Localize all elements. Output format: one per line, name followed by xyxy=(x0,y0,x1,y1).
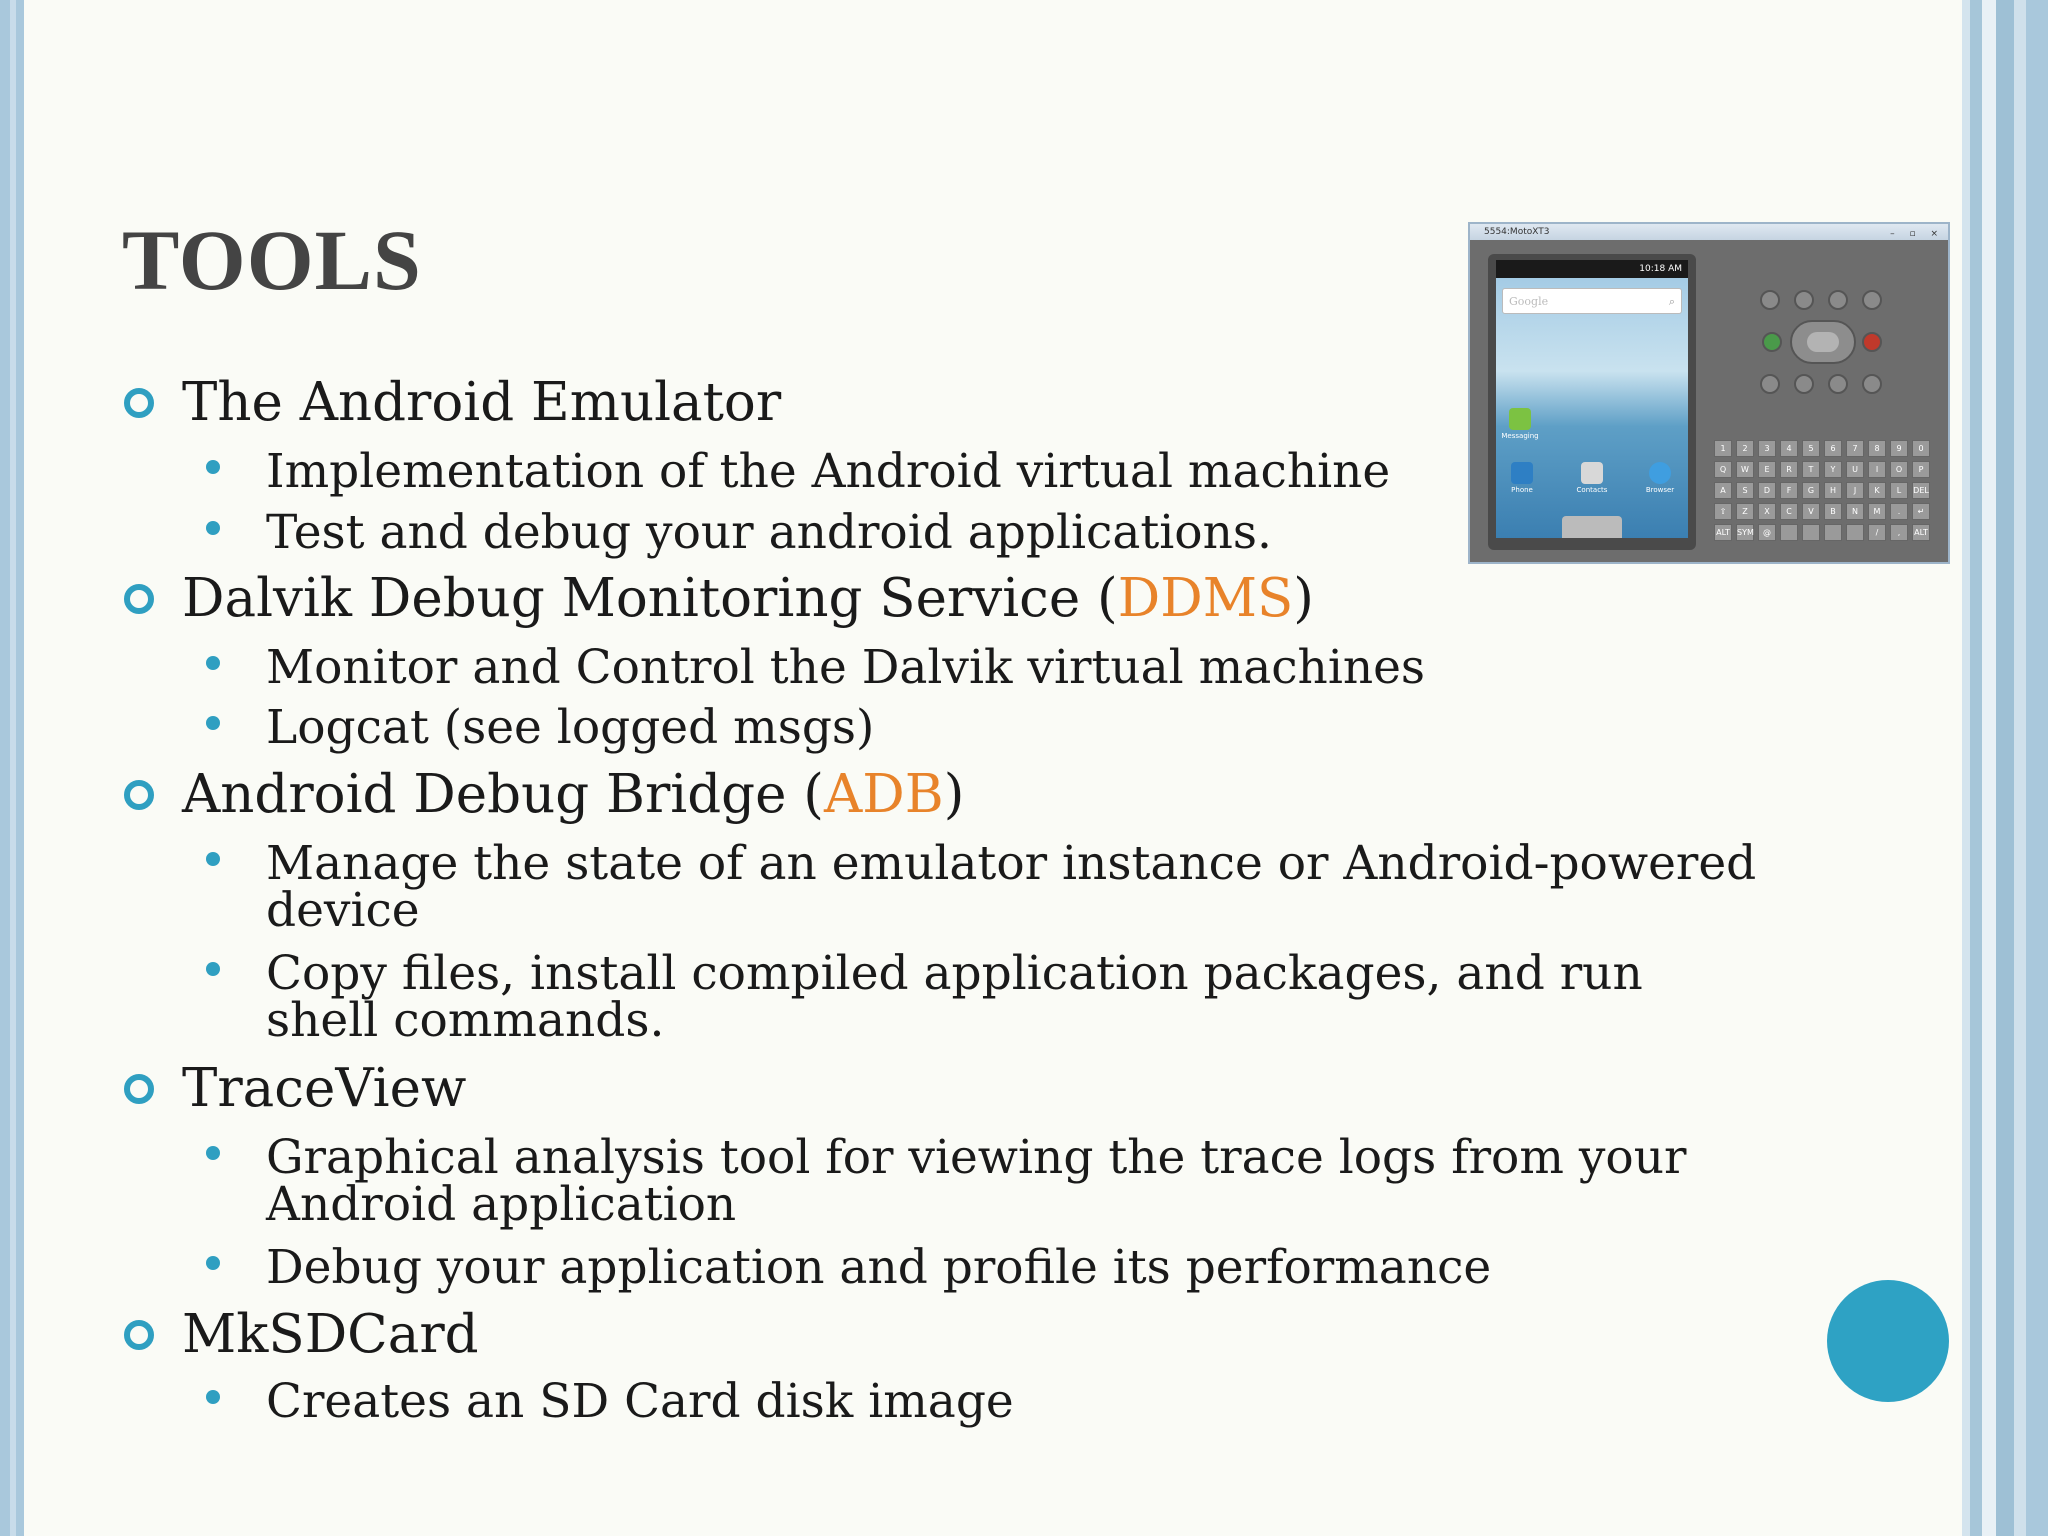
dot-bullet-icon xyxy=(206,1146,220,1160)
app-label: Messaging xyxy=(1501,432,1539,440)
keyboard-key: C xyxy=(1780,503,1798,520)
status-time: 10:18 AM xyxy=(1639,264,1682,274)
bullet-item xyxy=(182,1058,466,1119)
dot-bullet-icon xyxy=(206,521,220,535)
keyboard-key: B xyxy=(1824,503,1842,520)
keyboard-key: 3 xyxy=(1758,440,1776,457)
menu-button-icon xyxy=(1794,374,1814,394)
sub-bullet-item xyxy=(266,946,1643,1048)
keyboard-key: N xyxy=(1846,503,1864,520)
sub-bullet-text: Implementation of the Android virtual machine xyxy=(266,444,1391,499)
bullet-item xyxy=(182,1304,479,1365)
emulator-title-bar xyxy=(1470,224,1948,240)
sub-bullet-text-cont: Android application xyxy=(266,1177,737,1232)
keyboard-key: Z xyxy=(1736,503,1754,520)
volume-down-icon xyxy=(1794,290,1814,310)
dot-bullet-icon xyxy=(206,716,220,730)
keyboard-key: Q xyxy=(1714,461,1732,478)
dot-bullet-icon xyxy=(206,460,220,474)
decorative-circle xyxy=(1827,1280,1949,1402)
google-search-widget xyxy=(1502,288,1682,314)
keyboard-key: E xyxy=(1758,461,1776,478)
slide-title: TOOLS xyxy=(122,212,422,308)
keyboard-key: . xyxy=(1890,503,1908,520)
keyboard-key xyxy=(1824,524,1842,541)
keyboard-key: M xyxy=(1868,503,1886,520)
right-stripe xyxy=(1962,0,1970,1536)
dot-bullet-icon xyxy=(206,656,220,670)
keyboard-key: D xyxy=(1758,482,1776,499)
phone-app-icon xyxy=(1500,462,1544,494)
sub-bullet-item xyxy=(266,640,1426,695)
keyboard-key: U xyxy=(1846,461,1864,478)
keyboard-key: I xyxy=(1868,461,1886,478)
keyboard-key: 6 xyxy=(1824,440,1842,457)
keyboard-key: A xyxy=(1714,482,1732,499)
emulator-keyboard xyxy=(1714,440,1940,550)
keyboard-key: 1 xyxy=(1714,440,1732,457)
keyboard-key: 8 xyxy=(1868,440,1886,457)
keyboard-key: O xyxy=(1890,461,1908,478)
circle-bullet-icon xyxy=(124,584,154,614)
keyboard-key: F xyxy=(1780,482,1798,499)
keyboard-key: ↵ xyxy=(1912,503,1930,520)
keyboard-key: P xyxy=(1912,461,1930,478)
keyboard-key: R xyxy=(1780,461,1798,478)
dpad-control-icon xyxy=(1790,320,1856,364)
bullet-text: The Android Emulator xyxy=(182,372,782,433)
keyboard-key: G xyxy=(1802,482,1820,499)
sub-bullet-text: Graphical analysis tool for viewing the trace logs from your xyxy=(266,1130,1687,1185)
phone-screen-frame xyxy=(1488,254,1696,550)
home-button-icon xyxy=(1760,374,1780,394)
sub-bullet-text-cont: shell commands. xyxy=(266,993,665,1048)
sub-bullet-text-cont: device xyxy=(266,883,420,938)
camera-button-icon xyxy=(1760,290,1780,310)
keyboard-key: L xyxy=(1890,482,1908,499)
keyboard-key: ALT xyxy=(1714,524,1732,541)
acronym-ddms: DDMS xyxy=(1117,568,1294,629)
sub-bullet-item xyxy=(266,836,1757,938)
bullet-text-end: ) xyxy=(1293,568,1314,629)
emulator-window-title: 5554:MotoXT3 xyxy=(1484,227,1550,237)
circle-bullet-icon xyxy=(124,780,154,810)
back-button-icon xyxy=(1828,374,1848,394)
left-edge-stripe xyxy=(10,0,16,1536)
sub-bullet-item xyxy=(266,1374,1014,1429)
messaging-app-icon xyxy=(1498,408,1542,440)
keyboard-key: 5 xyxy=(1802,440,1820,457)
phone-screen xyxy=(1496,260,1688,538)
keyboard-key: @ xyxy=(1758,524,1776,541)
keyboard-key: S xyxy=(1736,482,1754,499)
keyboard-key: J xyxy=(1846,482,1864,499)
circle-bullet-icon xyxy=(124,388,154,418)
sub-bullet-item xyxy=(266,1130,1687,1232)
right-stripe xyxy=(1996,0,2014,1536)
sub-bullet-text: Monitor and Control the Dalvik virtual machines xyxy=(266,640,1426,695)
keyboard-key: ⇧ xyxy=(1714,503,1732,520)
sub-bullet-item xyxy=(266,1240,1492,1295)
keyboard-key: SYM xyxy=(1736,524,1754,541)
sub-bullet-text: Manage the state of an emulator instance or Android-powered xyxy=(266,836,1757,891)
sub-bullet-item xyxy=(266,505,1272,560)
dot-bullet-icon xyxy=(206,1390,220,1404)
keyboard-key: 0 xyxy=(1912,440,1930,457)
keyboard-key: T xyxy=(1802,461,1820,478)
acronym-adb: ADB xyxy=(823,764,944,825)
keyboard-key: X xyxy=(1758,503,1776,520)
dot-bullet-icon xyxy=(206,962,220,976)
app-label: Phone xyxy=(1511,486,1533,494)
bullet-item xyxy=(182,764,964,825)
keyboard-key xyxy=(1780,524,1798,541)
circle-bullet-icon xyxy=(124,1320,154,1350)
bullet-item xyxy=(182,372,781,433)
sub-bullet-text: Copy files, install compiled application packages, and run xyxy=(266,946,1643,1001)
keyboard-key xyxy=(1802,524,1820,541)
volume-up-icon xyxy=(1828,290,1848,310)
search-placeholder: Google xyxy=(1509,295,1549,308)
emulator-screenshot xyxy=(1468,222,1950,564)
right-stripe xyxy=(2014,0,2026,1536)
end-call-button-icon xyxy=(1862,332,1882,352)
bullet-text: Dalvik Debug Monitoring Service ( xyxy=(182,568,1118,629)
keyboard-key xyxy=(1846,524,1864,541)
circle-bullet-icon xyxy=(124,1074,154,1104)
keyboard-key: K xyxy=(1868,482,1886,499)
sub-bullet-text: Debug your application and profile its performance xyxy=(266,1240,1492,1295)
keyboard-key: 2 xyxy=(1736,440,1754,457)
window-controls-icon: – ▫ × xyxy=(1890,229,1944,239)
bullet-text: TraceView xyxy=(182,1058,467,1119)
call-button-icon xyxy=(1762,332,1782,352)
bullet-text: Android Debug Bridge ( xyxy=(182,764,824,825)
keyboard-key: 9 xyxy=(1890,440,1908,457)
contacts-app-icon xyxy=(1570,462,1614,494)
sub-bullet-item xyxy=(266,444,1391,499)
search-button-icon xyxy=(1862,374,1882,394)
keyboard-key: V xyxy=(1802,503,1820,520)
app-label: Contacts xyxy=(1576,486,1608,494)
browser-app-icon xyxy=(1638,462,1682,494)
right-stripe xyxy=(2026,0,2048,1536)
sub-bullet-text: Test and debug your android applications. xyxy=(266,505,1272,560)
phone-status-bar xyxy=(1496,260,1688,278)
keyboard-key: W xyxy=(1736,461,1754,478)
bullet-text-end: ) xyxy=(943,764,965,825)
bullet-text: MkSDCard xyxy=(182,1304,479,1365)
keyboard-key: 4 xyxy=(1780,440,1798,457)
keyboard-key: 7 xyxy=(1846,440,1864,457)
bullet-item xyxy=(182,568,1314,629)
keyboard-key: H xyxy=(1824,482,1842,499)
keyboard-key: Y xyxy=(1824,461,1842,478)
right-stripe xyxy=(1970,0,1982,1536)
right-stripe xyxy=(1982,0,1996,1536)
power-button-icon xyxy=(1862,290,1882,310)
sub-bullet-text: Logcat (see logged msgs) xyxy=(266,700,875,755)
keyboard-key: DEL xyxy=(1912,482,1930,499)
dot-bullet-icon xyxy=(206,1256,220,1270)
keyboard-key: ALT xyxy=(1912,524,1930,541)
dot-bullet-icon xyxy=(206,852,220,866)
sub-bullet-text: Creates an SD Card disk image xyxy=(266,1374,1014,1429)
search-icon: ⌕ xyxy=(1668,295,1675,308)
keyboard-key: , xyxy=(1890,524,1908,541)
app-drawer-handle xyxy=(1562,516,1622,538)
sub-bullet-item xyxy=(266,700,875,755)
keyboard-key: / xyxy=(1868,524,1886,541)
app-label: Browser xyxy=(1645,486,1675,494)
